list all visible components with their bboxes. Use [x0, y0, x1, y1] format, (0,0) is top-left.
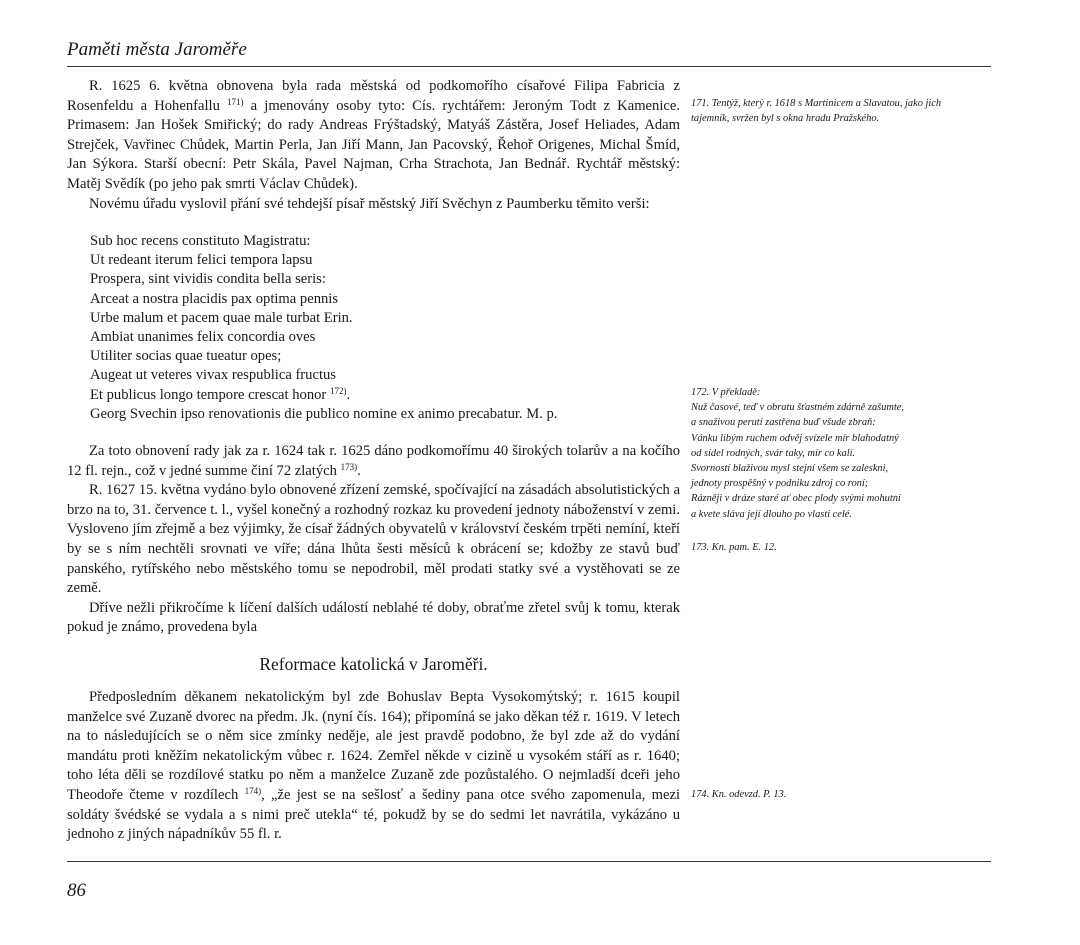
footnote-171: 171. Tentýž, který r. 1618 s Martinicem a Slavatou, jako jich tajemník, svržen byl s okna hradu Pražského. [691, 98, 942, 125]
main-text-block-2 [67, 442, 680, 638]
main-text-block-1 [67, 77, 680, 214]
footnote-173: 173. Kn. pam. E. 12. [691, 542, 777, 553]
poem-line: Augeat ut veteres vivax respublica fructus [90, 367, 336, 384]
paragraph-payment: Za toto obnovení rady jak za r. 1624 tak r. 1625 dáno podkomořímu 40 širokých tolarův a na kočího 12 fl. rejn., což v jedné summe činí 72 zlatých $^{173)}$. [67, 443, 680, 479]
poem-line: Et publicus longo tempore crescat honor $^{172)}$. [90, 385, 351, 403]
paragraph-1627-decree: R. 1627 15. května vydáno bylo obnovené zřízení zemské, spočívající na zásadách absolutistických a brzo na to, 31. července t. l., vyšel konečný a rozhodný rozkaz ku provedení jednoty náboženství v zemi. Vysloveno jím zřejmě a bez výjimky, že císař žádných obyvatelů v království českém trpěti nemíní, kteří by se s ním nechtěli srovnati ve víře; dána lhůta šesti měsíců k obrácení se; kdožby ze stavů buď panského, rytířského nebo městského tomu se nepodrobil, měl prodati statky své a vystěhovati se ze země. [67, 482, 680, 597]
poem-signature: Georg Svechin ipso renovationis die publico nomine ex animo precabatur. M. p. [90, 405, 558, 422]
poem-line: Sub hoc recens constituto Magistratu: [90, 233, 311, 249]
paragraph-poem-intro: Novému úřadu vyslovil přání své tehdejší písař městský Jiří Svěchyn z Paumberku těmito verši: [89, 195, 650, 212]
poem-line: Urbe malum et pacem quae male turbat Erin. [90, 309, 353, 326]
latin-poem [90, 232, 557, 424]
poem-line: Prospera, sint vividis condita bella seris: [90, 271, 326, 288]
footer-rule [67, 861, 991, 862]
footnote-ref-174: 174) [244, 785, 262, 796]
poem-line: Ambiat unanimes felix concordia oves [90, 329, 316, 346]
poem-line: Utiliter socias quae tueatur opes; [90, 348, 282, 365]
running-head: Paměti města Jaroměře [67, 39, 247, 60]
poem-line: Ut redeant iterum felici tempora lapsu [90, 252, 313, 269]
footnote-174: 174. Kn. odevzd. P. 13. [691, 789, 787, 800]
footnote-ref-172: 172) [329, 385, 347, 396]
paragraph-1625-council: R. 1625 6. května obnovena byla rada městská od podkomořího císařové Filipa Fabricia z Rosenfeldu a Hohenfallu $^{171)}$ a jmenovány osoby tyto: Cís. rychtářem: Jeroným Todt z Kamenice. Primasem: Jan Hošek Smiřický; do rady Andreas Frýštadský, Matyáš Zástěra, Josef Heliades, Adam Strejček, Vavřinec Chůdek, Martin Perla, Jan Jiří Mann, Jan Pacovský, Řehoř Origenes, Michal Šmíd, Jan Sýkora. Starší obecní: Petr Skála, Pavel Najman, Crha Strachota, Jan Bednář. Rychtář městský: Matěj Svědík (po jeho pak smrti Václav Chůdek). [67, 78, 680, 192]
section-heading: Reformace katolická v Jaroměři. [259, 654, 488, 674]
main-text-block-3 [67, 688, 680, 845]
header-rule [67, 66, 991, 67]
footnote-172: 172. V překladě: Nuž časové, teď v obratu šťastném zdárně zašumte, a snaživou perutí zastřena buď všude zbraň: Vánku libým ruchem odvěj svízele mír blahodatný od sídel rodných, svár taky, mír co kalí. Svorností blaživou mysl stejní všem se zaleskni, jednoty prospěšný v podniku zdroj co roní; Rázněji v dráze staré ať obec plody svými mohutní a kvete sláva její dlouho po vlasti celé. [691, 387, 904, 520]
footnote-ref-173: 173) [340, 461, 358, 472]
paragraph-dean-bepta: Předposledním děkanem nekatolickým byl zde Bohuslav Bepta Vysokomýtský; r. 1615 koupil manželce své Zuzaně dvorec na předm. Jk. (nyní čís. 164); připomíná se jako děkan též r. 1619. V letech na to následujících se o něm sice zmínky neděje, ale jest pravdě podobno, že byl zde až do vydání mandátu proti kněžím nekatolickým vůbec r. 1624. Zemřel někde v cizině u vysokém stáří as r. 1640; toho léta děli se rozdílové statku po něm a manželce Zuzaně zde pozůstalého. O nejmladší dceři jeho Theodoře čteme v rozdílech $^{174)}$, „že jest se na sešlosť a šediny pana otce svého zapomenula, mezi soldáty švédské se vydala a s nimi preč utekla“ té, pokudž by se do sedmi let navrátila, vykázáno u jednoho z jiných nápadníkův 55 fl. r. [67, 689, 681, 843]
paragraph-transition: Dříve nežli přikročíme k líčení dalších událostí neblahé té doby, obraťme zřetel svůj k tomu, kterak pokud je známo, provedena byla [67, 599, 680, 636]
poem-line: Arceat a nostra placidis pax optima pennis [90, 290, 339, 307]
page-number: 86 [67, 880, 86, 901]
footnote-ref-171: 171) [227, 96, 244, 107]
